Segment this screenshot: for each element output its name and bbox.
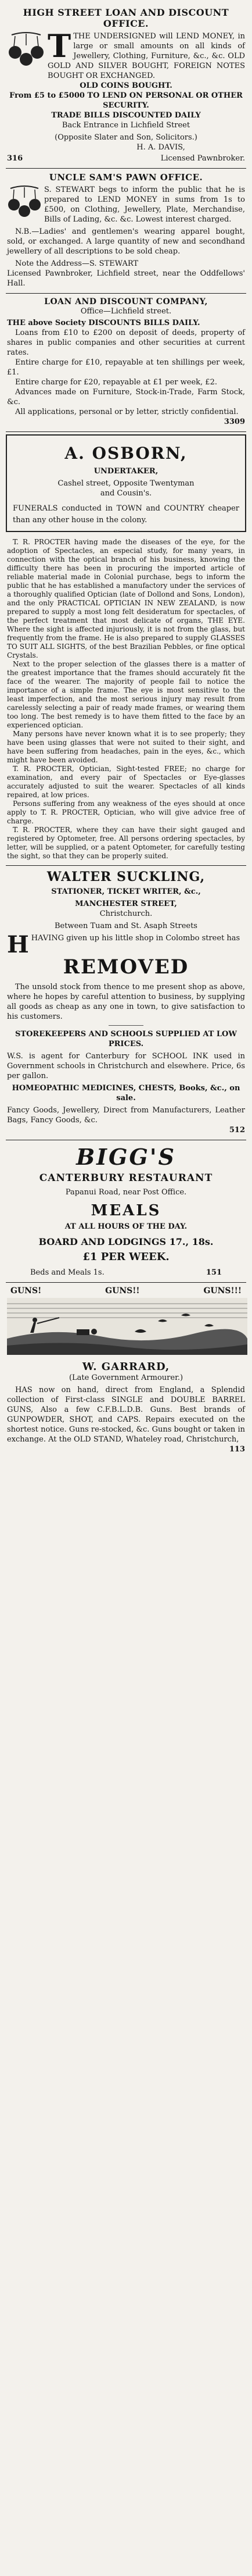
hunting-scene-illustration [7,1298,245,1357]
ad-title: UNCLE SAM'S PAWN OFFICE. [49,172,203,183]
ad-role: Licensed Pawnbroker. [160,154,245,163]
ad-stationer [6,866,246,1140]
ad-title: BIGG'S [76,1144,176,1170]
ad-line: Entire charge for £20, repayable at £1 per week, £2. [15,378,217,387]
ad-pawn-office [6,169,246,294]
ad-signature: H. A. DAVIS, [136,143,185,152]
newspaper-column [6,0,246,1465]
ad-optician [6,534,246,866]
ad-address: and Cousin's. [100,489,152,498]
ad-heading: GUNS!! [105,1286,140,1296]
ad-number: 512 [229,1126,245,1134]
ad-paragraph: Next to the proper selection of the glasses there is a matter of the greatest importance that the frames should accurately fit the face of the wearer. The majority of people fail to notice the importance of a simple frame. The eye is most sensitive to the least imperfection, and the most serious injury may result from carelessly selecting a pair of ready made frames, or wearing them too long. The best remedy is to have them fitted to the face by an experienced optician. [7,660,245,729]
ad-loan-office [6,3,246,169]
ad-subtitle: Office—Lichfield street. [80,307,172,316]
ad-line: HOMEOPATHIC MEDICINES, CHESTS, Books, &c., on sale. [12,1084,240,1103]
ad-address: Licensed Pawnbroker, Lichfield street, near the Oddfellows' Hall. [7,269,245,288]
ad-number: 113 [229,1445,245,1454]
ad-note: N.B.—Ladies' and gentlemen's wearing apparel bought, sold, or exchanged. A large quantity of new and secondhand jewellery of all descriptions to be sold cheap. [7,227,245,256]
ad-paragraph: T. R. PROCTER, Optician, Sight-tested FREE; no charge for examination, and every pair of Spectacles or Eye-glasses accurately adjusted to suit the wearer. Spectacles of all kinds repaired, at low prices. [7,765,245,799]
ad-paragraph: T. R. PROCTER having made the diseases of the eye, for the adoption of Spectacles, an especial study, for many years, in connection with the optical branch of his business, knowing the difficulty there has been in procuring the imported article of reliable material made in Colonial purchase, begs to inform the public that he has established a manufactory under the services of a thoroughly qualified Optician (late of Dollond and Sons, London), and the only PRACTICAL OPTICIAN IN NEW ZEALAND, is now prepared to supply a most long felt desideratum for spectacles, of the perfect treatment that most delicate of organs, THE EYE. Where the sight is affected injuriously, it is not from the glass, but frequently from the frame. He is also prepared to supply GLASSES TO SUIT ALL SIGHTS, of the best Brazilian Pebbles, or fine optical Crystals. [7,538,245,659]
ad-number: 3309 [224,418,245,426]
ad-name: A. OSBORN, [64,444,188,463]
ad-line: OLD COINS BOUGHT. [80,81,172,90]
ad-address: Papanui Road, near Post Office. [65,1188,187,1197]
ad-line: W.S. is agent for Canterbury for SCHOOL INK used in Government schools in Christchurch and elsewhere. Price, 6s per gallon. [7,1052,245,1080]
ad-body: FUNERALS conducted in TOWN and COUNTRY cheaper than any other house in the colony. [13,504,239,525]
ad-line: All applications, personal or by letter, strictly confidential. [15,408,239,416]
ad-name: W. GARRARD, [82,1361,170,1373]
ad-title: LOAN AND DISCOUNT COMPANY, [44,297,208,306]
ad-line: Beds and Meals 1s. [30,1268,105,1277]
ad-line: HAVING given up his little shop in Colombo street has [31,934,240,943]
ad-guns [6,1283,246,1459]
ad-subtitle: CANTERBURY RESTAURANT [39,1172,213,1184]
ad-paragraph: Persons suffering from any weakness of the eyes should at once apply to T. R. PROCTER, Optician, who will give advice free of charge. [7,800,245,825]
ad-subtitle: (Late Government Armourer.) [69,1373,183,1382]
ad-name: WALTER SUCKLING, [46,869,206,884]
ad-line: THE above Society DISCOUNTS BILLS DAILY. [7,319,200,327]
ad-loan-company [6,294,246,432]
pawn-balls-icon [7,185,44,224]
ad-line: AT ALL HOURS OF THE DAY. [64,1222,188,1231]
ad-headline: MEALS [91,1202,161,1219]
drop-cap: T [48,27,71,65]
ad-line: Advances made on Furniture, Stock-in-Trade, Farm Stock, &c. [7,388,245,406]
ad-address: MANCHESTER STREET, [75,900,177,908]
ad-body: S. STEWART begs to inform the public that he is prepared to LEND MONEY in sums from 1s to £500, on Clothing, Jewellery, Plate, Merchandise, Bills of Lading, &c. &c. Lowest interest charged. [44,185,245,224]
ad-body: THE UNDERSIGNED will LEND MONEY, in large or small amounts on all kinds of Jewellery, Clothing, Furniture, &c., &c. OLD GOLD AND SILVER BOUGHT, FOREIGN NOTES BOUGHT OR EXCHANGED. [48,32,245,80]
ad-body: The unsold stock from thence to me present shop as above, where he hopes by careful attention to business, by supplying all goods as cheap as any one in town, to give satisfaction to his customers. [7,983,245,1021]
ad-line: STATIONER, TICKET WRITER, &c., [51,887,201,896]
ad-number: 316 [7,154,23,163]
ad-city: Christchurch. [99,909,153,918]
drop-cap: H [7,931,29,958]
ad-line: Between Tuam and St. Asaph Streets [55,922,197,930]
ad-line: TRADE BILLS DISCOUNTED DAILY [51,111,201,120]
ad-number: 151 [206,1268,222,1277]
ad-undertaker [6,434,246,532]
ad-heading: GUNS!!! [203,1286,242,1296]
ad-headline: REMOVED [63,955,189,979]
ad-line: Loans from £10 to £200 on deposit of deeds, property of shares in public companies and other securities at current rates. [7,329,245,357]
ad-line: (Opposite Slater and Son, Solicitors.) [55,133,197,142]
ad-line: Back Entrance in Lichfield Street [62,121,190,130]
ad-role: UNDERTAKER, [93,467,159,476]
ad-address-label: Note the Address—S. STEWART [15,259,139,268]
ad-paragraph: Many persons have never known what it is to see properly; they have been using glasses that were not suited to their sight, and have been suffering from headaches, pain in the eyes, &c., which might have been avoided. [7,730,245,764]
pawn-balls-icon [7,31,48,81]
ad-paragraph: T. R. PROCTER, where they can have their sight gauged and registered by Optometer, free. All persons ordering spectacles, by letter, will be supplied, or a patent Optometer, for carefully testing the sight, so that they can be properly suited. [7,826,245,860]
ad-line: Entire charge for £10, repayable at ten shillings per week, £1. [7,358,245,377]
ad-restaurant [6,1140,246,1283]
ad-title: HIGH STREET LOAN AND DISCOUNT OFFICE. [23,7,229,29]
ad-line: £1 PER WEEK. [82,1251,170,1263]
ad-address: Cashel street, Opposite Twentyman [57,479,195,488]
ad-line: Fancy Goods, Jewellery, Direct from Manufacturers, Leather Bags, Fancy Goods, &c. [7,1106,245,1125]
ad-line: BOARD AND LODGINGS 17., 18s. [38,1236,214,1247]
ad-heading: GUNS! [10,1286,42,1296]
ad-body: HAS now on hand, direct from England, a Splendid collection of First-class SINGLE and DOUBLE BARREL GUNS, Also a few C.F.B.L.D.B. Guns. Best brands of GUNPOWDER, SHOT, and CAPS. Repairs executed on the shortest notice. Guns re-stocked, &c. Guns bought or taken in exchange. At the OLD STAND, Whateley road, Christchurch, [7,1386,245,1444]
ad-line: STOREKEEPERS AND SCHOOLS SUPPLIED AT LOW PRICES. [15,1030,237,1048]
ad-line: From £5 to £5000 TO LEND ON PERSONAL OR OTHER SECURITY. [9,91,243,110]
